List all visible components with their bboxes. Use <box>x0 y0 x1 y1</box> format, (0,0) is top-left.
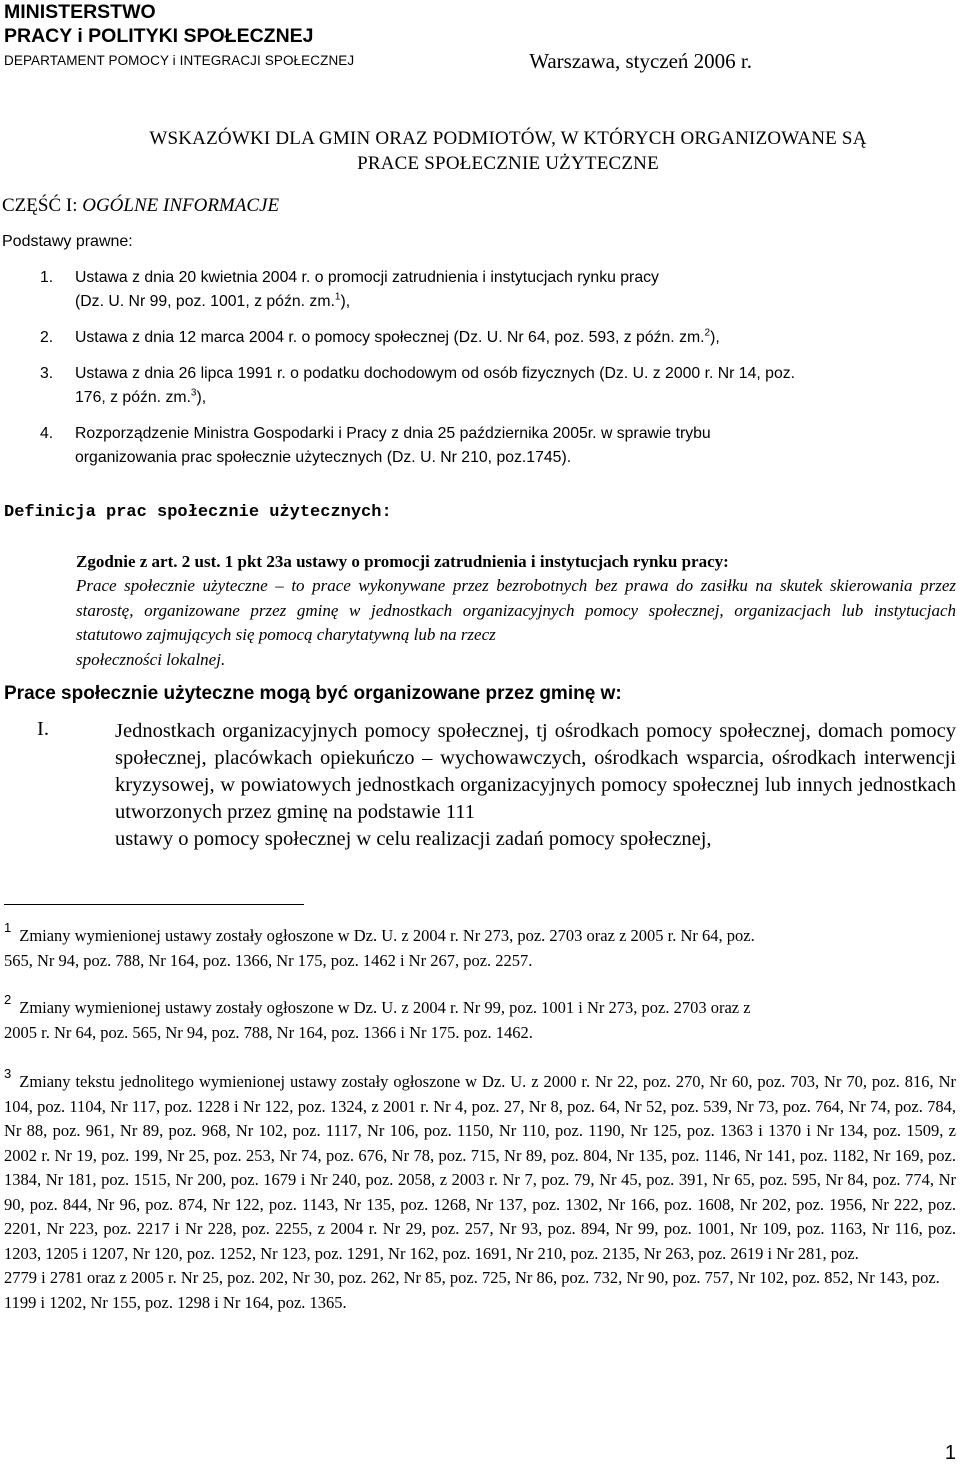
legal-basis-item-citation: Ustawa z dnia 12 marca 2004 r. o pomocy społecznej (Dz. U. Nr 64, poz. 593, z późn. zm. <box>75 329 705 346</box>
footnote-reference: 1 <box>334 291 341 303</box>
footnote-mark: 1 <box>4 920 12 935</box>
organized-item-number: I. <box>37 718 49 740</box>
legal-basis-item-line: Rozporządzenie Ministra Gospodarki i Pracy z dnia 25 października 2005r. w sprawie trybu <box>75 425 711 442</box>
footnote-mark: 3 <box>4 1066 12 1081</box>
section-name: OGÓLNE INFORMACJE <box>82 195 280 216</box>
legal-basis-item-citation: (Dz. U. Nr 99, poz. 1001, z późn. zm. <box>75 293 335 310</box>
legal-basis-item <box>0 326 960 350</box>
legal-basis-list <box>0 266 960 470</box>
legal-basis-item-line-last <box>75 446 955 470</box>
document-title <box>80 126 936 176</box>
organized-item-body: Jednostkach organizacyjnych pomocy społecznej, tj ośrodkach pomocy społecznej, domach pomocy społecznej, placówkach opiekuńczo – wychowawczych, ośrodkach wsparcia, ośrodkach interwencji kryzysowej, w powiatowych jednostkach organizacyjnych pomocy społecznej lub innych jednostkach utworzonych przez gminę na podstawie 111 <box>115 720 956 823</box>
legal-basis-item-line-last <box>75 290 955 314</box>
footnote-2 <box>4 992 956 1045</box>
title-line-2: PRACE SPOŁECZNIE UŻYTECZNE <box>357 153 659 174</box>
legal-basis-item-number: 2. <box>40 329 54 346</box>
page-number: 1 <box>944 1442 956 1464</box>
footnote-text: Zmiany wymienionej ustawy zostały ogłoszone w Dz. U. z 2004 r. Nr 273, poz. 2703 oraz z 2005 r. Nr 64, poz. <box>19 926 755 945</box>
legal-basis-item <box>0 362 960 410</box>
legal-basis-item-number: 3. <box>40 365 54 382</box>
legal-basis-item-line: Ustawa z dnia 26 lipca 1991 r. o podatku dochodowym od osób fizycznych (Dz. U. z 2000 r. Nr 14, poz. <box>75 365 796 382</box>
legal-basis-item-text <box>75 422 955 470</box>
legal-basis-item-number: 4. <box>40 425 54 442</box>
section-prefix: CZĘŚĆ I: <box>2 195 78 216</box>
footnote-separator <box>4 904 304 905</box>
dateline: Warszawa, styczeń 2006 r. <box>529 49 752 73</box>
legal-basis-item-citation: 176, z późn. zm. <box>75 389 191 406</box>
definition-text: Prace społecznie użyteczne – to prace wykonywane przez bezrobotnych bez prawa do zasiłku na skutek skierowania przez starostę, organizowane przez gminę w jednostkach organizacyjnych pomocy społecznej, organizacjach lub instytucjach statutowo zajmujących się pomocą charytatywną lub na rzecz <box>76 576 956 644</box>
legal-basis-item-text <box>75 362 955 410</box>
legal-basis-item-text <box>75 326 955 350</box>
footnote-text-last: 565, Nr 94, poz. 788, Nr 164, poz. 1366, Nr 175, poz. 1462 i Nr 267, poz. 2257. <box>4 950 533 970</box>
footnote-text-last: 2779 i 2781 oraz z 2005 r. Nr 25, poz. 202, Nr 30, poz. 262, Nr 85, poz. 725, Nr 86, poz. 732, Nr 90, poz. 757, Nr 102, poz. 852, Nr 143, poz. 1199 i 1202, Nr 155, poz. 1298 i Nr 164, poz. 1365. <box>4 1268 940 1312</box>
legal-basis-item-suffix: ), <box>196 389 207 406</box>
organized-item-body-last: ustawy o pomocy społecznej w celu realizacji zadań pomocy społecznej, <box>115 828 712 850</box>
legal-basis-item-text <box>75 266 955 314</box>
footnote-text-last: 2005 r. Nr 64, poz. 565, Nr 94, poz. 788, Nr 164, poz. 1366 i Nr 175. poz. 1462. <box>4 1022 533 1042</box>
legal-basis-item-suffix: ), <box>340 293 351 310</box>
title-line-1: WSKAZÓWKI DLA GMIN ORAZ PODMIOTÓW, W KTÓRYCH ORGANIZOWANE SĄ <box>149 128 867 149</box>
footnote-text: Zmiany wymienionej ustawy zostały ogłoszone w Dz. U. z 2004 r. Nr 99, poz. 1001 i Nr 273, poz. 2703 oraz z <box>19 998 751 1017</box>
organized-item-text <box>115 718 956 853</box>
legal-basis-item-line-last <box>75 386 955 410</box>
footnote-1 <box>4 920 956 973</box>
definition-source: Zgodnie z art. 2 ust. 1 pkt 23a ustawy o promocji zatrudnienia i instytucjach rynku pracy: <box>76 552 729 571</box>
footnote-mark: 2 <box>4 992 12 1007</box>
ministry-line-2: PRACY i POLITYKI SPOŁECZNEJ <box>4 25 314 47</box>
section-heading <box>2 195 279 217</box>
footnote-text: Zmiany tekstu jednolitego wymienionej ustawy zostały ogłoszone w Dz. U. z 2000 r. Nr 22, poz. 270, Nr 60, poz. 703, Nr 70, poz. 816, Nr 104, poz. 1104, Nr 117, poz. 1228 i Nr 122, poz. 1324, z 2001 r. Nr 4, poz. 27, Nr 8, poz. 64, Nr 52, poz. 539, Nr 73, poz. 764, Nr 74, poz. 784, Nr 88, poz. 961, Nr 89, poz. 968, Nr 102, poz. 1117, Nr 106, poz. 1150, Nr 110, poz. 1190, Nr 125, poz. 1363 i 1370 i Nr 134, poz. 1509, z 2002 r. Nr 19, poz. 199, Nr 25, poz. 253, Nr 74, poz. 676, Nr 78, poz. 715, Nr 89, poz. 804, Nr 135, poz. 1146, Nr 141, poz. 1182, Nr 169, poz. 1384, Nr 181, poz. 1515, Nr 200, poz. 1679 i Nr 240, poz. 2058, z 2003 r. Nr 7, poz. 79, Nr 45, poz. 391, Nr 65, poz. 595, Nr 84, poz. 774, Nr 90, poz. 844, Nr 96, poz. 874, Nr 122, poz. 1143, Nr 135, poz. 1268, Nr 137, poz. 1302, Nr 166, poz. 1608, Nr 202, poz. 1956, Nr 222, poz. 2201, Nr 223, poz. 2217 i Nr 228, poz. 2255, z 2004 r. Nr 29, poz. 257, Nr 93, poz. 894, Nr 99, poz. 1001, Nr 109, poz. 1163, Nr 116, poz. 1203, 1205 i 1207, Nr 120, poz. 1252, Nr 123, poz. 1291, Nr 162, poz. 1691, Nr 210, poz. 2135, Nr 263, poz. 2619 i Nr 281, poz. <box>4 1072 956 1263</box>
ministry-name <box>4 0 314 48</box>
footnote-3 <box>4 1066 956 1315</box>
legal-basis-item-number: 1. <box>40 269 54 286</box>
legal-basis-item-citation: organizowania prac społecznie użytecznych (Dz. U. Nr 210, poz.1745). <box>75 449 572 466</box>
department-name: DEPARTAMENT POMOCY i INTEGRACJI SPOŁECZNEJ <box>4 53 355 68</box>
organized-heading: Prace społecznie użyteczne mogą być organizowane przez gminę w: <box>4 683 622 704</box>
footnote-reference: 3 <box>190 387 197 399</box>
legal-basis-item <box>0 266 960 314</box>
legal-basis-item <box>0 422 960 470</box>
legal-basis-item-line: Ustawa z dnia 20 kwietnia 2004 r. o promocji zatrudnienia i instytucjach rynku pracy <box>75 269 659 286</box>
legal-basis-heading: Podstawy prawne: <box>2 233 133 250</box>
legal-basis-item-line-last <box>75 326 955 350</box>
definition-heading: Definicja prac społecznie użytecznych: <box>4 503 392 522</box>
legal-basis-item-suffix: ), <box>710 329 720 346</box>
ministry-line-1: MINISTERSTWO <box>4 1 156 23</box>
definition-text-last: społeczności lokalnej. <box>76 649 226 669</box>
definition-body <box>76 574 956 672</box>
footnote-reference: 2 <box>704 327 711 339</box>
